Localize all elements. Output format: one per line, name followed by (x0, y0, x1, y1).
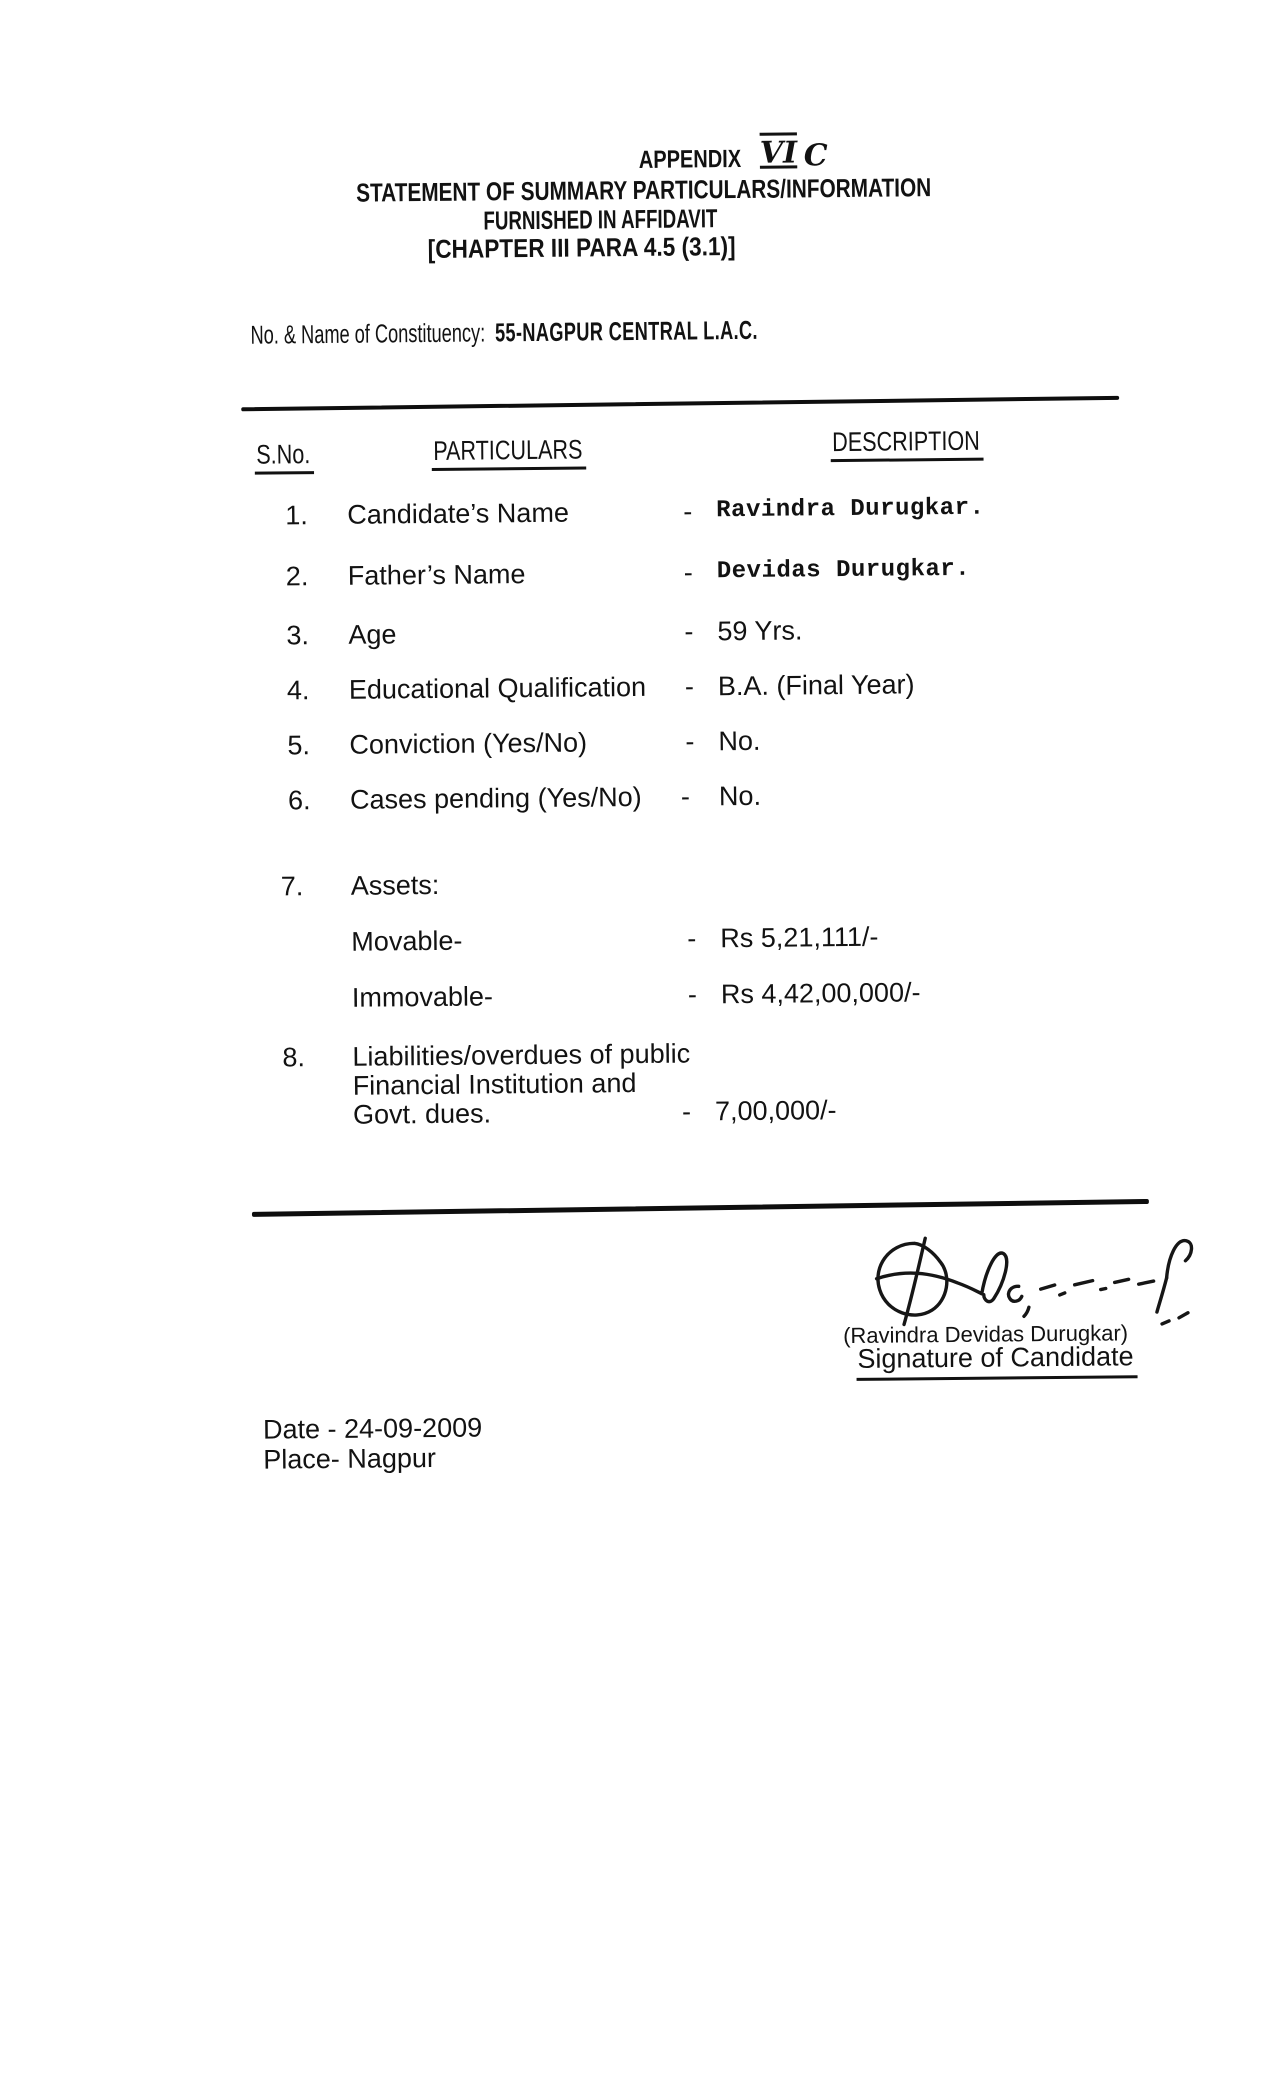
table-row (0, 612, 1179, 655)
table-row (1, 919, 1181, 962)
horizontal-rule-bottom (252, 1199, 1149, 1216)
appendix-label: APPENDIX (638, 144, 742, 174)
row-label: Movable- (351, 925, 463, 957)
row-value: 59 Yrs. (717, 615, 803, 647)
column-header-particulars: PARTICULARS (432, 436, 625, 471)
table-row (0, 777, 1180, 820)
row-label: Cases pending (Yes/No) (349, 781, 642, 815)
title-line-statement: STATEMENT OF SUMMARY PARTICULARS/INFORMATION (356, 172, 932, 208)
row-number: 3. (286, 620, 310, 651)
row-number: 1. (285, 500, 308, 531)
row-value: Rs 5,21,111/- (720, 921, 879, 954)
signature-scribble (856, 1233, 1197, 1331)
row-label: Financial Institution and (352, 1068, 637, 1101)
table-row (2, 975, 1182, 1018)
row-label: Assets: (350, 869, 440, 901)
row-label: Father’s Name (347, 559, 526, 591)
place-line: Place- Nagpur (263, 1442, 437, 1475)
row-label: Age (348, 619, 397, 650)
table-row (1, 863, 1181, 906)
column-header-sno: S.No. (255, 441, 329, 475)
row-value: No. (718, 725, 761, 757)
row-value: Ravindra Durugkar. (716, 494, 985, 525)
script-c: C (803, 138, 828, 174)
row-label: Liabilities/overdues of public (352, 1038, 691, 1072)
row-dash: - (680, 781, 691, 812)
title-line-chapter: [CHAPTER III PARA 4.5 (3.1)] (427, 231, 736, 264)
table-row (0, 492, 1177, 535)
constituency-label: No. & Name of Constituency: (250, 317, 486, 350)
title-line-furnished: FURNISHED IN AFFIDAVIT (483, 203, 718, 236)
row-dash: - (683, 557, 693, 588)
signature-caption: Signature of Candidate (856, 1343, 1137, 1373)
row-value: No. (718, 780, 762, 812)
table-row (0, 722, 1180, 765)
table-row (0, 553, 1178, 596)
row-value: Rs 4,42,00,000/- (720, 977, 921, 1010)
row-dash: - (684, 616, 694, 647)
row-value: 7,00,000/- (714, 1095, 837, 1127)
column-header-description: DESCRIPTION (830, 427, 1021, 462)
constituency-line (250, 315, 975, 348)
row-number: 2. (285, 561, 309, 592)
row-number: 5. (287, 730, 311, 761)
row-dash: - (683, 496, 693, 527)
date-line: Date - 24-09-2009 (262, 1412, 483, 1445)
row-dash: - (687, 979, 698, 1010)
row-number: 7. (280, 871, 304, 902)
horizontal-rule-top (241, 396, 1119, 411)
row-dash: - (681, 1096, 692, 1127)
row-dash: - (687, 923, 697, 954)
appendix-suffix-handwritten (803, 138, 828, 174)
row-label: Govt. dues. (352, 1098, 492, 1130)
constituency-value: 55-NAGPUR CENTRAL L.A.C. (494, 314, 759, 348)
row-dash: - (684, 671, 695, 702)
row-label: Immovable- (351, 981, 494, 1013)
numeral-vi: VI (759, 135, 798, 171)
signatory-name: (Ravindra Devidas Durugkar) (843, 1320, 1129, 1349)
row-dash: - (685, 726, 695, 757)
row-value: B.A. (Final Year) (717, 669, 915, 702)
row-label: Conviction (Yes/No) (349, 727, 588, 760)
row-number: 6. (287, 785, 311, 816)
row-number: 8. (282, 1042, 306, 1073)
table-row (0, 667, 1179, 710)
row-value: Devidas Durugkar. (716, 555, 971, 586)
row-label: Educational Qualification (348, 671, 647, 705)
row-number: 4. (286, 675, 310, 706)
row-label: Candidate’s Name (347, 497, 570, 530)
title-line-appendix (639, 145, 767, 173)
appendix-numeral-handwritten (759, 135, 798, 171)
